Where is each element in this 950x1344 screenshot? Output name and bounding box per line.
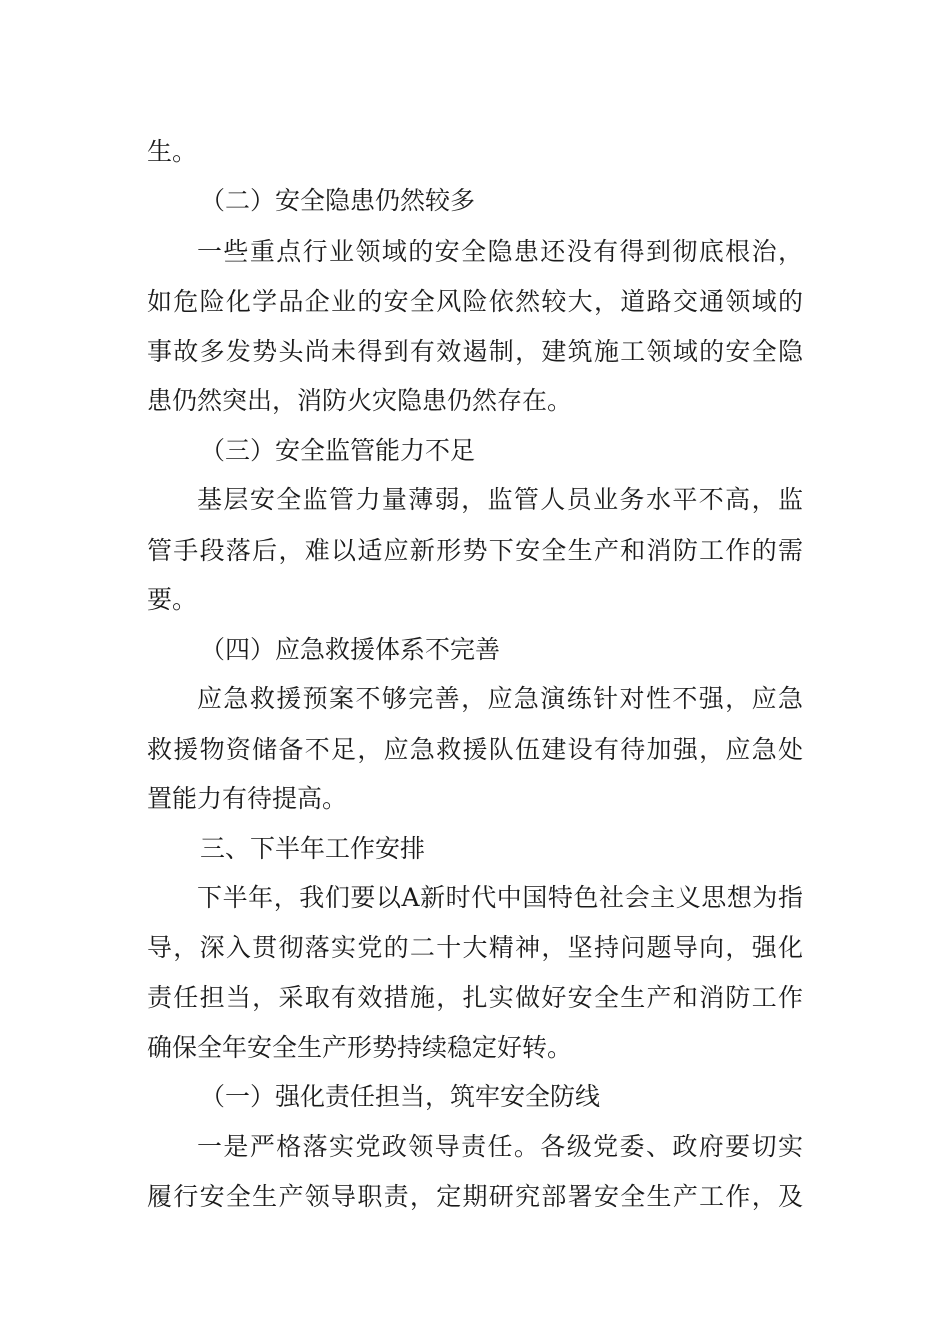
section-heading: （三）安全监管能力不足	[200, 436, 476, 465]
chapter-heading: 三、下半年工作安排	[200, 834, 426, 863]
section-heading: （二）安全隐患仍然较多	[200, 186, 476, 215]
text-line: 一些重点行业领域的安全隐患还没有得到彻底根治，	[197, 237, 803, 266]
text-line: 患仍然突出，消防火灾隐患仍然存在。	[147, 386, 573, 415]
text-line: 下半年，我们要以A新时代中国特色社会主义思想为指	[197, 883, 803, 912]
text-line: 基层安全监管力量薄弱，监管人员业务水平不高，监	[197, 485, 803, 514]
text-line: 履行安全生产领导职责，定期研究部署安全生产工作，及	[147, 1182, 803, 1211]
text-line: 置能力有待提高。	[147, 784, 348, 813]
text-line: 救援物资储备不足，应急救援队伍建设有待加强，应急处	[147, 735, 803, 764]
text-line: 管手段落后，难以适应新形势下安全生产和消防工作的需	[147, 536, 803, 565]
text-line: 应急救援预案不够完善，应急演练针对性不强，应急	[197, 684, 803, 713]
text-line: 一是严格落实党政领导责任。各级党委、政府要切实	[197, 1132, 803, 1161]
text-line: 责任担当，采取有效措施，扎实做好安全生产和消防工作	[147, 983, 803, 1012]
text-line: 要。	[147, 585, 198, 614]
text-line: 导，深入贯彻落实党的二十大精神，坚持问题导向，强化	[147, 933, 803, 962]
text-line: 生。	[147, 137, 198, 166]
section-heading: （四）应急救援体系不完善	[200, 635, 501, 664]
section-heading: （一）强化责任担当，筑牢安全防线	[200, 1082, 601, 1111]
text-line: 确保全年安全生产形势持续稳定好转。	[147, 1033, 573, 1062]
text-line: 事故多发势头尚未得到有效遏制，建筑施工领域的安全隐	[147, 337, 803, 366]
text-line: 如危险化学品企业的安全风险依然较大，道路交通领域的	[147, 287, 803, 316]
